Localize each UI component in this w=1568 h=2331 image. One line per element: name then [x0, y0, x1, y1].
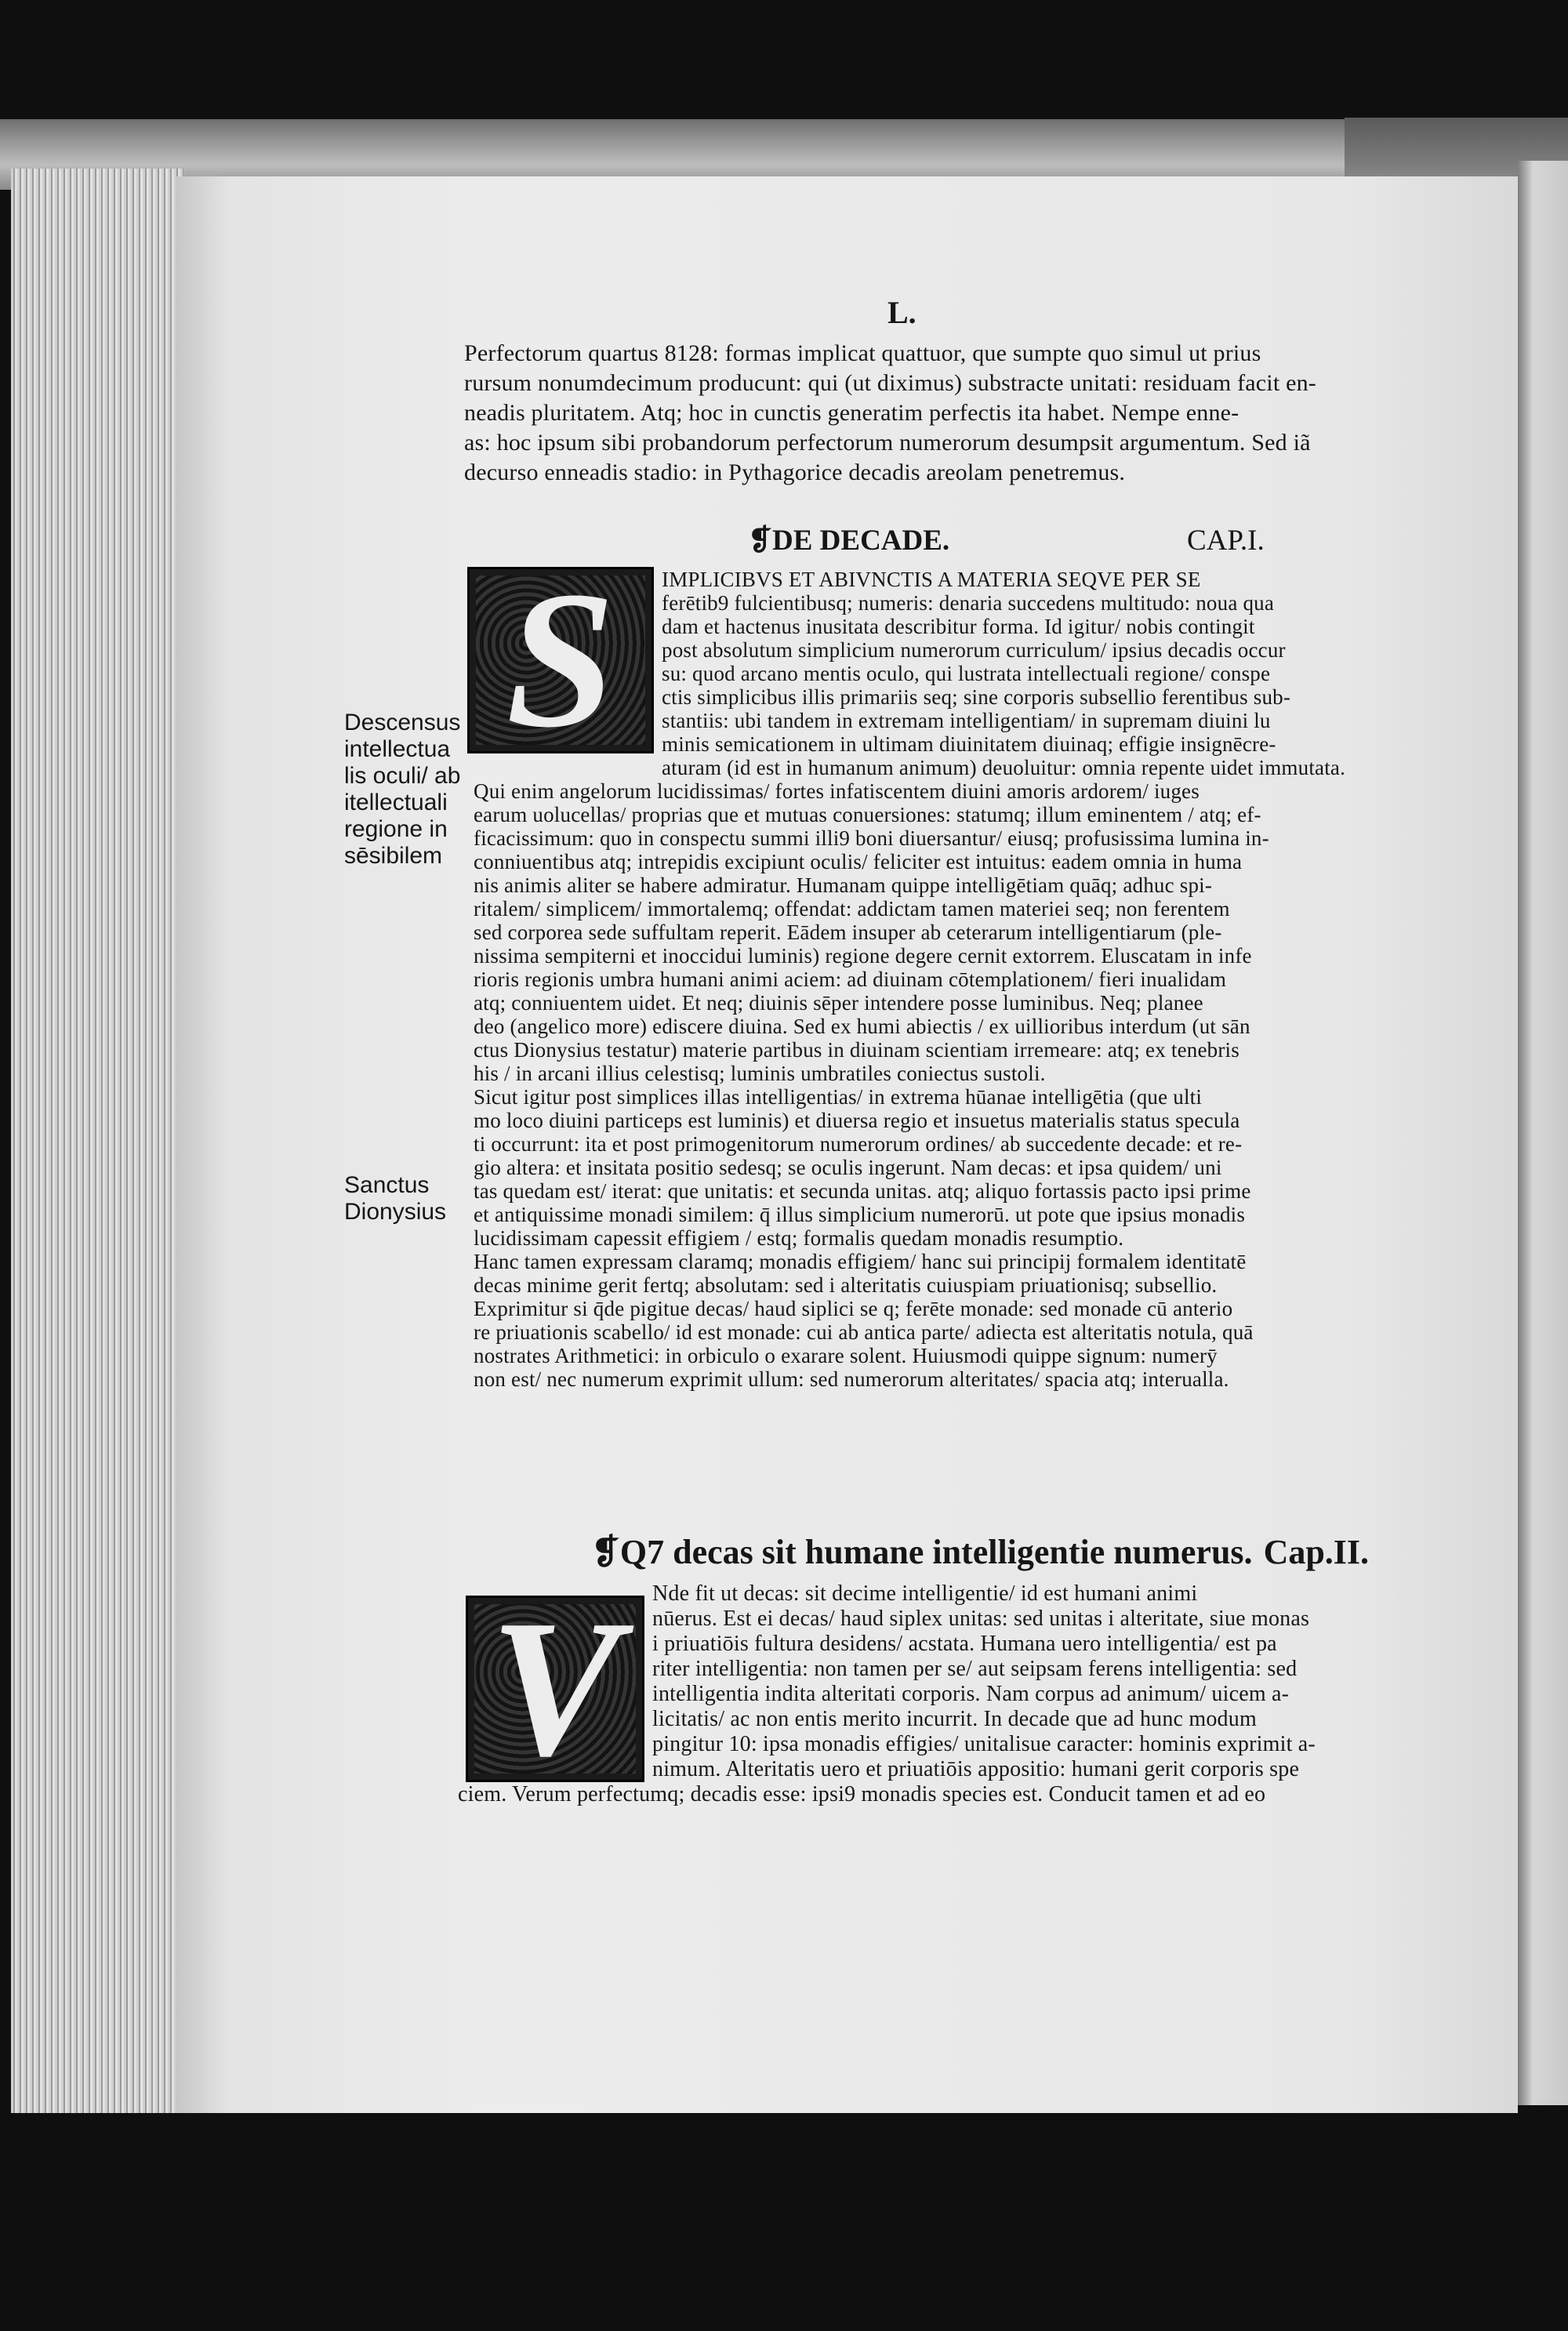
ornamental-initial-v — [466, 1580, 644, 1797]
text-line: ferētib9 fulcientibusq; numeris: denaria succedens multitudo: noua qua — [662, 591, 1275, 615]
printed-page — [176, 176, 1518, 2113]
margin-note-line: Descensus — [344, 710, 461, 735]
text-line: ficacissimum: quo in conspectu summi illi9 boni diuersantur/ eiusq; profusissima lumina in- — [474, 826, 1269, 850]
margin-note-line: Sanctus — [344, 1172, 430, 1198]
text-line: Exprimitur si q̄de pigitue decas/ haud siplici se q; ferēte monade: sed monade cū anterio — [474, 1297, 1233, 1320]
margin-note-line: sēsibilem — [344, 843, 443, 869]
text-line: ctus Dionysius testatur) materie partibus in diuinam scientiam irremeare: atq; ex tenebris — [474, 1038, 1240, 1062]
text-line: ti occurrunt: ita et post primogenitorum numerorum ordines/ ab succedente decade: et re- — [474, 1132, 1243, 1156]
text-line: nostrates Arithmetici: in orbiculo o exarare solent. Huiusmodi quippe signum: numerȳ — [474, 1344, 1218, 1367]
text-line: i priuatiōis fultura desidens/ acstata. Humana uero intelligentia/ est pa — [652, 1632, 1277, 1656]
chapter2-heading — [591, 1533, 1370, 1571]
margin-note-line: Dionysius — [344, 1199, 447, 1225]
text-line: conniuentibus atq; intrepidis excipiunt oculis/ feliciter est intuitus: eadem omnia in huma — [474, 850, 1243, 873]
text-line: Qui enim angelorum lucidissimas/ fortes infatiscentem diuini amoris ardorem/ iuges — [474, 779, 1200, 803]
text-line: ritalem/ simplicem/ immortalemq; offendat: addictam tamen materiei seq; non ferentem — [474, 897, 1230, 920]
text-line: nissima sempiterni et inoccidui luminis) regione degere cernit extorrem. Eluscatam in infe — [474, 944, 1252, 968]
text-line: rursum nonumdecimum producunt: qui (ut diximus) substracte unitati: residuam facit en- — [464, 370, 1316, 396]
chapter1-heading — [748, 525, 949, 557]
chapter1-title: DE DECADE. — [772, 525, 950, 557]
text-line: dam et hactenus inusitata describitur forma. Id igitur/ nobis contingit — [662, 615, 1255, 638]
page-edges-left — [11, 169, 183, 2113]
text-line: re priuationis scabello/ id est monade: cui ab antica parte/ adiecta est alteritatis notula, quā — [474, 1320, 1254, 1344]
text-line: licitatis/ ac non entis merito incurrit. In decade que ad hunc modum — [652, 1707, 1257, 1731]
ornamental-initial-s — [467, 551, 654, 768]
text-line: as: hoc ipsum sibi probandorum perfectorum numerorum desumpsit argumentum. Sed iã — [464, 430, 1311, 456]
chapter1-label: CAP.I. — [1187, 525, 1265, 557]
paragraph-mark-icon: ❡ — [748, 525, 773, 557]
text-line: stantiis: ubi tandem in extremam intelligentiam/ in supremam diuini lu — [662, 709, 1271, 732]
text-line: tas quedam est/ iterat: que unitatis: et secunda unitas. atq; aliquo fortassis pacto ipsi prime — [474, 1179, 1251, 1203]
text-line: Sicut igitur post simplices illas intelligentias/ in extrema hūanae intelligētia (que ulti — [474, 1085, 1203, 1109]
text-line: earum uolucellas/ proprias que et mutuas conuersiones: statumq; illum eminentem / atq; ef- — [474, 803, 1261, 826]
text-line: aturam (id est in humanum animum) deuoluitur: omnia repente uidet immutata. — [662, 756, 1346, 779]
text-line: Nde fit ut decas: sit decime intelligentie/ id est humani animi — [652, 1581, 1198, 1606]
margin-note-line: lis oculi/ ab — [344, 763, 461, 789]
text-line: ciem. Verum perfectumq; decadis esse: ipsi9 monadis species est. Conducit tamen et ad eo — [458, 1782, 1266, 1806]
text-line: intelligentia indita alteritati corporis. Nam corpus ad animum/ uicem a- — [652, 1682, 1290, 1706]
text-line: et antiquissime monadi similem: q̄ illus simplicium numerorū. ut pote que ipsius monadis — [474, 1203, 1246, 1226]
text-line: mo loco diuini particeps est luminis) et diuersa regio et insuetus materialis status specula — [474, 1109, 1240, 1132]
text-line: post absolutum simplicium numerorum curriculum/ ipsius decadis occur — [662, 638, 1286, 662]
text-line: nis animis aliter se habere admiratur. Humanam quippe intelligētiam quāq; adhuc spi- — [474, 873, 1213, 897]
text-line: Perfectorum quartus 8128: formas implicat quattuor, que sumpte quo simul ut prius — [464, 340, 1261, 366]
margin-note-line: regione in — [344, 816, 448, 842]
text-line: gio altera: et insitata positio sedesq; se oculis ingerunt. Nam decas: et ipsa quidem/ uni — [474, 1156, 1222, 1179]
text-line: pingitur 10: ipsa monadis effigies/ unitalisue caracter: hominis exprimit a- — [652, 1732, 1316, 1756]
facing-page-edge — [1518, 161, 1568, 2105]
margin-note-line: intellectua — [344, 736, 451, 762]
text-line: su: quod arcano mentis oculo, qui lustrata intellectuali regione/ conspe — [662, 662, 1271, 685]
text-line: his / in arcani illius celestisq; luminis umbratiles coniectus sustoli. — [474, 1062, 1046, 1085]
text-line: decas minime gerit fertq; absolutam: sed i alteritatis cuiuspiam priuationisq; subsellio. — [474, 1273, 1218, 1297]
text-line: nimum. Alteritatis uero et priuatiōis appositio: humani gerit corporis spe — [652, 1757, 1300, 1781]
text-line: ctis simplicibus illis primariis seq; sine corporis subsellio ferentibus sub- — [662, 685, 1291, 709]
text-line: deo (angelico more) ediscere diuina. Sed ex humi abiectis / ex uillioribus interdum (ut sān — [474, 1015, 1250, 1038]
drop-letter: S — [506, 551, 615, 768]
margin-note-line: itellectuali — [344, 790, 448, 815]
text-line: decurso enneadis stadio: in Pythagorice decadis areolam penetremus. — [464, 459, 1126, 485]
chapter2-title: Q7 decas sit humane intelligentie numerus. — [619, 1533, 1253, 1571]
folio-number: L. — [887, 295, 916, 330]
text-line: non est/ nec numerum exprimit ullum: sed numerorum alteritates/ spacia atq; interualla. — [474, 1367, 1229, 1391]
paragraph-mark-icon: ❡ — [591, 1533, 620, 1571]
chapter2-label: Cap.II. — [1263, 1533, 1370, 1571]
text-line: nūerus. Est ei decas/ haud siplex unitas: sed unitas i alteritate, siue monas — [652, 1607, 1310, 1631]
text-line: minis semicationem in ultimam diuinitatem diuinaq; effigie insignēcre- — [662, 732, 1276, 756]
text-line: Hanc tamen expressam claramq; monadis effigiem/ hanc sui principij formalem identitatē — [474, 1250, 1247, 1273]
text-line: sed corporea sede suffultam reperit. Eādem insuper ab ceterarum intelligentiarum (ple- — [474, 920, 1222, 944]
text-line: IMPLICIBVS ET ABIVNCTIS A MATERIA SEQVE PER SE — [662, 568, 1201, 591]
text-line: lucidissimam capessit effigiem / estq; formalis quedam monadis resumptio. — [474, 1226, 1124, 1250]
text-line: rioris regionis umbra humani animi aciem: ad diuinam cōtemplationem/ fieri inualidam — [474, 968, 1227, 991]
drop-letter: V — [489, 1580, 621, 1797]
text-line: neadis pluritatem. Atq; hoc in cunctis generatim perfectis ita habet. Nempe enne- — [464, 400, 1240, 426]
text-line: atq; conniuentem uidet. Et neq; diuinis sēper intendere posse luminibus. Neq; planee — [474, 991, 1203, 1015]
text-line: riter intelligentia: non tamen per se/ aut seipsam ferens intelligentia: sed — [652, 1657, 1298, 1681]
